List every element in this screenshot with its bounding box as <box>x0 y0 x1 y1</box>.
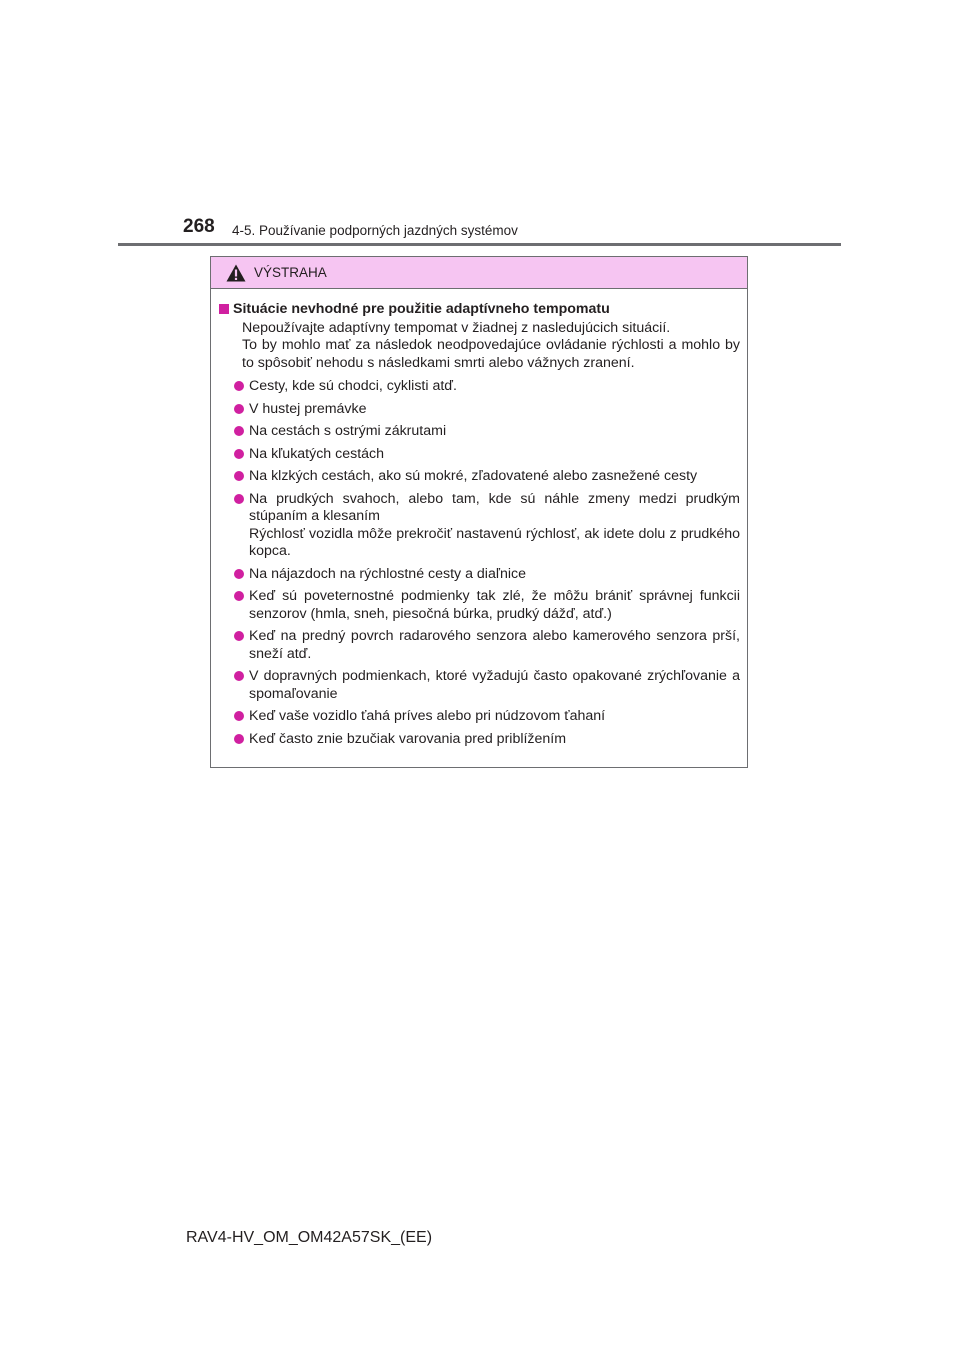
warning-heading-text: Situácie nevhodné pre použitie adaptívneho tempomatu <box>233 301 610 317</box>
list-item <box>218 378 740 396</box>
bullet-icon <box>234 671 244 681</box>
bullet-icon <box>234 711 244 721</box>
list-item-text <box>249 566 740 584</box>
warning-triangle-icon <box>226 264 246 282</box>
list-item-line: Na cestách s ostrými zákrutami <box>249 423 447 439</box>
warning-header <box>211 257 747 289</box>
list-item-line: V hustej premávke <box>249 400 367 417</box>
square-bullet-icon <box>219 304 229 314</box>
list-item-line: V dopravných podmienkach, ktoré vyžadujú často opakované zrýchľovanie a spomaľovanie <box>249 668 740 702</box>
bullet-icon <box>234 426 244 436</box>
list-item-text <box>249 401 740 419</box>
bullet-icon <box>234 381 244 391</box>
warning-intro <box>242 320 740 373</box>
list-item-text <box>249 423 740 441</box>
warning-heading <box>218 301 740 319</box>
list-item-text <box>249 628 740 663</box>
list-item <box>218 708 740 726</box>
list-item-line: Keď sú poveternostné podmienky tak zlé, že môžu brániť správnej funkcii senzorov (hmla, sneh, piesočná búrka, prudký dážď, atď.) <box>249 588 740 622</box>
list-item-line: Na klzkých cestách, ako sú mokré, zľadovatené alebo zasnežené cesty <box>249 468 698 484</box>
list-item <box>218 491 740 561</box>
intro-line: To by mohlo mať za následok neodpovedajúce ovládanie rýchlosti a mohlo by to spôsobiť nehodu s následkami smrti alebo vážnych zranení. <box>242 337 740 371</box>
bullet-icon <box>234 569 244 579</box>
page-number: 268 <box>183 216 215 237</box>
list-item-line: Na nájazdoch na rýchlostné cesty a diaľnice <box>249 565 527 582</box>
list-item <box>218 401 740 419</box>
bullet-icon <box>234 494 244 504</box>
warning-body <box>211 289 747 748</box>
bullet-icon <box>234 471 244 481</box>
intro-line: Nepoužívajte adaptívny tempomat v žiadnej z nasledujúcich situácií. <box>242 319 671 336</box>
list-item <box>218 566 740 584</box>
bullet-icon <box>234 449 244 459</box>
list-item <box>218 446 740 464</box>
list-item-text <box>249 491 740 561</box>
warning-box <box>210 256 748 768</box>
list-item-line: Na prudkých svahoch, alebo tam, kde sú náhle zmeny medzi prudkým stúpaním a klesaním <box>249 490 740 524</box>
list-item-line: Na kľukatých cestách <box>249 445 385 462</box>
list-item <box>218 468 740 486</box>
list-item-line: Keď vaše vozidlo ťahá príves alebo pri núdzovom ťahaní <box>249 708 606 724</box>
list-item-text <box>249 731 740 749</box>
bullet-icon <box>234 734 244 744</box>
list-item <box>218 588 740 623</box>
list-item <box>218 628 740 663</box>
list-item-text <box>249 708 740 726</box>
list-item-text <box>249 378 740 396</box>
list-item <box>218 731 740 749</box>
list-item-text <box>249 668 740 703</box>
list-item-line: Keď často znie bzučiak varovania pred priblížením <box>249 730 567 747</box>
list-item-line: Cesty, kde sú chodci, cyklisti atď. <box>249 378 457 394</box>
bullet-icon <box>234 591 244 601</box>
list-item-text <box>249 468 740 486</box>
list-item-line: Keď na predný povrch radarového senzora alebo kamerového senzora prší, sneží atď. <box>249 628 740 662</box>
section-title: 4-5. Používanie podporných jazdných systémov <box>232 223 518 238</box>
situation-list <box>218 378 740 748</box>
list-item-text <box>249 588 740 623</box>
footer-code: RAV4-HV_OM_OM42A57SK_(EE) <box>186 1229 433 1246</box>
warning-title: VÝSTRAHA <box>254 265 327 280</box>
list-item-text <box>249 446 740 464</box>
bullet-icon <box>234 631 244 641</box>
list-item <box>218 668 740 703</box>
header-rule <box>118 243 841 246</box>
bullet-icon <box>234 404 244 414</box>
list-item-line: Rýchlosť vozidla môže prekročiť nastavenú rýchlosť, ak idete dolu z prudkého kopca. <box>249 525 740 559</box>
list-item <box>218 423 740 441</box>
